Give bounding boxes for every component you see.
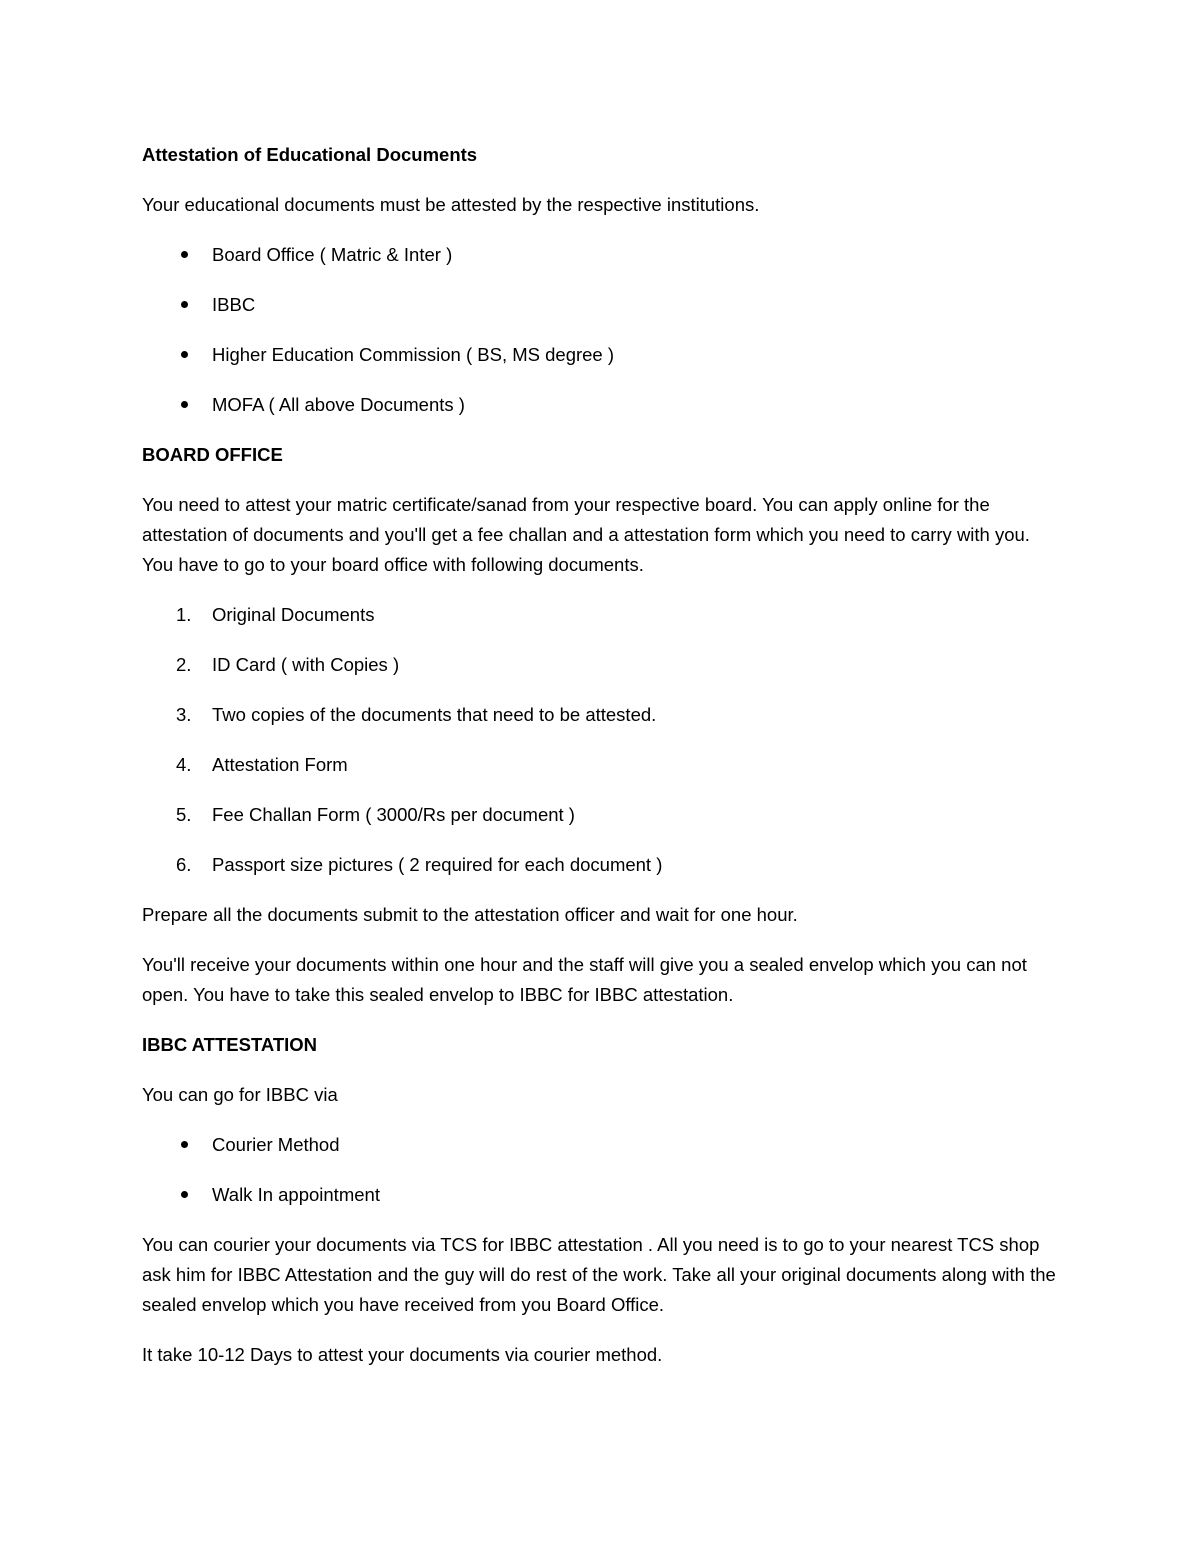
list-number: 5. (176, 804, 192, 825)
intro-paragraph: Your educational documents must be attested by the respective institutions. (142, 194, 760, 215)
list-number: 4. (176, 754, 192, 775)
receive-paragraph: You'll receive your documents within one hour and the staff will give you a sealed envelop which you can not open. You have to take this sealed envelop to IBBC for IBBC attestation. (142, 954, 1027, 1005)
ibbc-methods-list (142, 1130, 1060, 1210)
board-office-heading: BOARD OFFICE (142, 444, 283, 465)
courier-paragraph: You can courier your documents via TCS for IBBC attestation . All you need is to go to your nearest TCS shop ask him for IBBC Attestation and the guy will do rest of the work. Take all your original documents along with the sealed envelop which you have received from you Board Office. (142, 1234, 1056, 1315)
list-item: MOFA ( All above Documents ) (142, 390, 1060, 420)
list-item: IBBC (142, 290, 1060, 320)
bullet-icon (174, 240, 194, 270)
bullet-icon (174, 290, 194, 320)
bullet-icon (174, 1180, 194, 1210)
list-number: 2. (176, 654, 192, 675)
list-item: Walk In appointment (142, 1180, 1060, 1210)
list-item: Courier Method (142, 1130, 1060, 1160)
list-item: 3. Two copies of the documents that need to be attested. (142, 700, 1060, 730)
list-number: 3. (176, 704, 192, 725)
list-item: 1. Original Documents (142, 600, 1060, 630)
list-item: 6. Passport size pictures ( 2 required for each document ) (142, 850, 1060, 880)
list-item: 4. Attestation Form (142, 750, 1060, 780)
bullet-icon (174, 340, 194, 370)
duration-paragraph: It take 10-12 Days to attest your documents via courier method. (142, 1344, 663, 1365)
document-title: Attestation of Educational Documents (142, 144, 478, 165)
list-number: 1. (176, 604, 192, 625)
bullet-icon (174, 390, 194, 420)
list-item: 5. Fee Challan Form ( 3000/Rs per document ) (142, 800, 1060, 830)
board-office-paragraph: You need to attest your matric certificate/sanad from your respective board. You can apply online for the attestation of documents and you'll get a fee challan and a attestation form which you need to carry with you. You have to go to your board office with following documents. (142, 494, 1030, 575)
institution-list (142, 240, 1060, 420)
ibbc-heading: IBBC ATTESTATION (142, 1034, 318, 1055)
list-item: Board Office ( Matric & Inter ) (142, 240, 1060, 270)
list-number: 6. (176, 854, 192, 875)
bullet-icon (174, 1130, 194, 1160)
required-documents-list (142, 600, 1060, 880)
prepare-paragraph: Prepare all the documents submit to the attestation officer and wait for one hour. (142, 904, 798, 925)
ibbc-via-paragraph: You can go for IBBC via (142, 1084, 338, 1105)
list-item: 2. ID Card ( with Copies ) (142, 650, 1060, 680)
list-item: Higher Education Commission ( BS, MS degree ) (142, 340, 1060, 370)
